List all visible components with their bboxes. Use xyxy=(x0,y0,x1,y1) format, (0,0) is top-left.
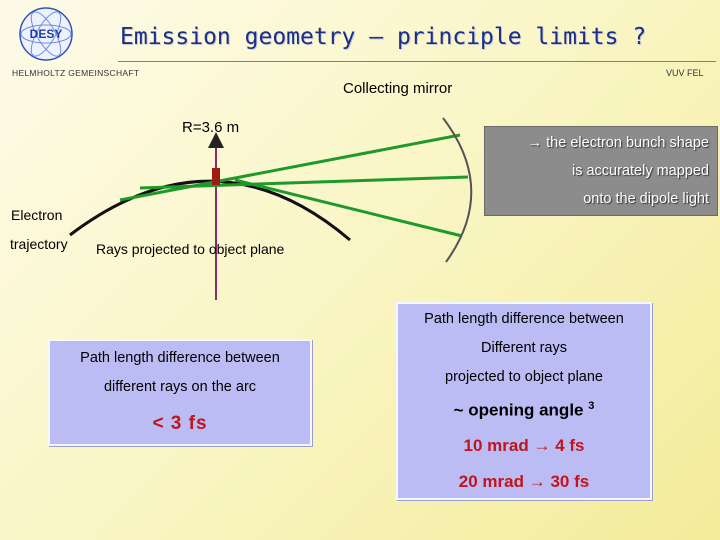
mirror-label: Collecting mirror xyxy=(343,80,453,97)
mapping-note-box xyxy=(484,126,718,216)
note-line-3: onto the dipole light xyxy=(583,191,709,207)
ray-upper xyxy=(120,135,460,200)
electron-label: Electron xyxy=(11,207,63,223)
logo-text: DESY xyxy=(29,27,63,41)
organization-label: HELMHOLTZ GEMEINSCHAFT xyxy=(12,68,140,78)
arc-box-result: < 3 fs xyxy=(152,413,208,434)
note-line-2: is accurately mapped xyxy=(571,163,709,179)
rays-box-line-2: Different rays xyxy=(481,340,567,356)
collecting-mirror xyxy=(443,118,471,262)
rays-box-result-20mrad: 20 mrad → 30 fs xyxy=(458,472,590,491)
arc-box-line-2: different rays on the arc xyxy=(103,379,257,395)
trajectory-label: trajectory xyxy=(10,236,68,252)
radius-label: R=3.6 m xyxy=(182,119,240,136)
source-point xyxy=(212,168,220,185)
rays-difference-box xyxy=(396,302,652,500)
ray-lower xyxy=(235,180,462,236)
opening-angle-exponent: 3 xyxy=(588,400,595,412)
note-line-1: → the electron bunch shape xyxy=(527,135,709,151)
arc-box-line-1: Path length difference between xyxy=(80,350,280,366)
electron-trajectory-arc xyxy=(70,181,350,240)
slide-title: Emission geometry – principle limits ? xyxy=(120,24,647,50)
rays-box-line-4 xyxy=(398,400,650,421)
arc-difference-box xyxy=(48,339,312,446)
opening-angle-text: ~ opening angle xyxy=(453,400,584,420)
rays-box-line-1: Path length difference between xyxy=(424,311,624,327)
rays-box-line-3: projected to object plane xyxy=(445,369,603,385)
rays-box-result-10mrad: 10 mrad → 4 fs xyxy=(463,436,585,455)
project-label: VUV FEL xyxy=(666,68,704,78)
rays-projected-label: Rays projected to object plane xyxy=(96,241,285,257)
